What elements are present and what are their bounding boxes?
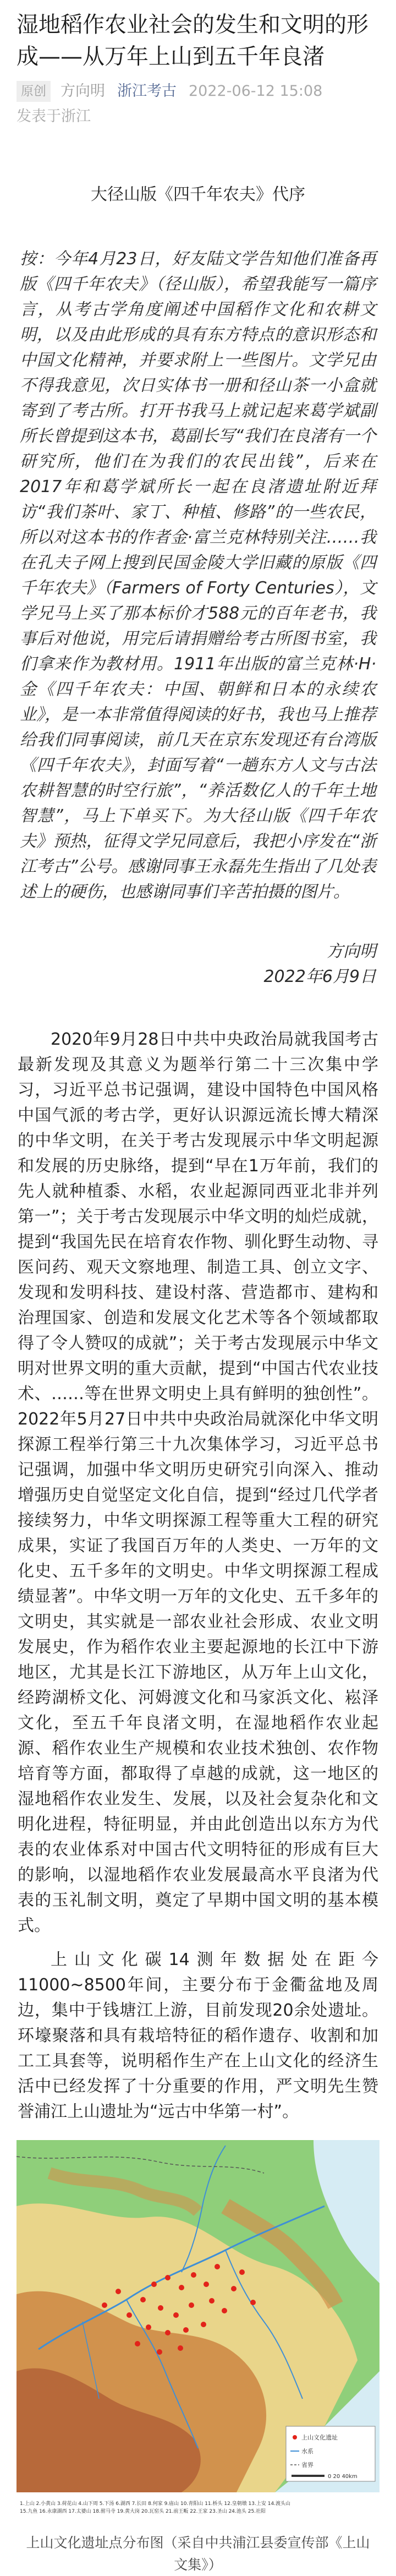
- preface-heading: 大径山版《四千年农夫》代序: [91, 185, 305, 204]
- site-marker[interactable]: [157, 2349, 162, 2355]
- scale-label: 0 20 40km: [328, 2474, 358, 2480]
- site-marker[interactable]: [102, 2302, 107, 2308]
- map-graphic: [16, 2140, 380, 2520]
- site-marker[interactable]: [173, 2312, 179, 2318]
- account-link[interactable]: 浙江考古: [117, 83, 177, 100]
- site-marker[interactable]: [191, 2272, 196, 2278]
- legend-water-label: 水系: [301, 2448, 314, 2455]
- site-marker[interactable]: [158, 2305, 163, 2311]
- site-marker[interactable]: [165, 2330, 170, 2335]
- site-list-line-1: 1.上山 2.小黄山 3.荷花山 4.山下周 5.下汤 6.湖西 7.长田 8.何家 9.庙山 10.青阳山 11.桥头 12.皇朝墩 13.上安 14.渡头山: [20, 2501, 291, 2507]
- site-marker[interactable]: [250, 2300, 256, 2305]
- site-marker[interactable]: [135, 2341, 140, 2346]
- site-marker[interactable]: [146, 2324, 151, 2330]
- author-name: 方向明: [61, 83, 105, 100]
- publish-date: 2022-06-12 15:08: [189, 83, 323, 100]
- site-marker[interactable]: [179, 2285, 184, 2290]
- body-paragraph-1: 2020年9月28日中共中央政治局就我国考古最新发现及其意义为题举行第二十三次集中学习，习近平总书记强调，建设中国特色中国风格中国气派的考古学，更好认识源远流长博大精深的中华文明，在关于考古发现展示中华文明起源和发展的历史脉络，提到“早在1万年前，我们的先人就种植黍、水稻，农业起源同西亚北非并列第一”；关于考古发现展示中华文明的灿烂成就，提到“我国先民在培育农作物、驯化野生动物、寻医问药、观天文察地理、制造工具、创立文字、发现和发明科技、建设村落、营造都市、建构和治理国家、创造和发展文化艺术等各个领域都取得了令人赞叹的成就”；关于考古发现展示中华文明对世界文明的重大贡献，提到“中国古代农业技术、……等在世界文明史上具有鲜明的独创性”。2022年5月27日中共中央政治局就深化中华文明探源工程举行第三十九次集体学习，习近平总书记强调，加强中华文明历史研究引向深入、推动增强历史自觉坚定文化自信，提到“经过几代学者接续努力，中华文明探源工程等重大工程的研究成果，实证了我国百万年的人类史、一万年的文化史、五千多年的文明史。中华文明探源工程成绩显著”。中华文明一万年的文化史、五千多年的文明史，其实就是一部农业社会形成、农业文明发展史，作为稻作农业主要起源地的长江中下游地区，尤其是长江下游地区，从万年上山文化，经跨湖桥文化、河姆渡文化和马家浜文化、崧泽文化，至五千年良渚文明，在湿地稻作农业起源、稻作农业生产规模和农业技术独创、农作物培育等方面，都取得了卓越的成就，这一地区的湿地稻作农业发生、发展，以及社会复杂化和文明化进程，特征明显，并由此创造出以东方为代表的农业体系对中国古代文明特征的形成有巨大的影响，以湿地稻作农业发展最高水平良渚为代表的玉礼制文明，奠定了早期中国文明的基本模式。: [18, 1030, 378, 1935]
- body-paragraph-2: 上山文化碳14测年数据处在距今11000~8500年间，主要分布于金衢盆地及周边，集中于钱塘江上游，目前发现20余处遗址。环壕聚落和具有栽培特征的稻作遗存、收割和加工工具套等，说明稻作生产在上山文化的经济生活中已经发挥了十分重要的作用，严文明先生赞誉浦江上山遗址为“远古中华第一村”。: [18, 1950, 378, 2121]
- site-marker[interactable]: [165, 2275, 170, 2280]
- site-marker[interactable]: [183, 2327, 189, 2333]
- site-marker[interactable]: [231, 2286, 237, 2291]
- article-header: [0, 0, 396, 128]
- preface-signature-date: 2022年6月9日: [263, 967, 376, 986]
- spacer: [0, 1939, 396, 1947]
- map-caption: 上山文化遗址点分布图（采自中共浦江县委宣传部《上山文集》）: [26, 2535, 370, 2573]
- site-marker[interactable]: [140, 2297, 146, 2302]
- site-distribution-map[interactable]: [16, 2140, 380, 2520]
- legend-site-symbol: [293, 2435, 297, 2439]
- spacer: [0, 990, 396, 1027]
- legend-site-label: 上山文化遗址: [301, 2434, 338, 2441]
- site-marker[interactable]: [201, 2322, 206, 2327]
- preface-signature-name: 方向明: [327, 942, 376, 961]
- site-marker[interactable]: [204, 2282, 209, 2287]
- site-marker[interactable]: [189, 2302, 194, 2308]
- scale-bar: [292, 2475, 324, 2477]
- site-marker[interactable]: [178, 2345, 183, 2351]
- site-marker[interactable]: [209, 2298, 215, 2304]
- site-marker[interactable]: [215, 2264, 220, 2269]
- site-list: [20, 2500, 376, 2515]
- site-list-line-2: 15.九鱼 16.永康湖西 17.太婆山 18.驸马寺 19.黄大岗 20.瓦窑头 21.前王畈 22.王家 23.圣山 24.池头 25.社阳: [20, 2509, 266, 2514]
- site-marker[interactable]: [127, 2312, 132, 2318]
- site-marker[interactable]: [151, 2282, 157, 2287]
- article-title: 湿地稻作农业社会的发生和文明的形成——从万年上山到五千年良渚: [16, 12, 369, 69]
- site-marker[interactable]: [116, 2289, 121, 2294]
- article-meta: [16, 80, 380, 102]
- site-marker[interactable]: [239, 2269, 245, 2275]
- site-marker[interactable]: [222, 2308, 227, 2313]
- legend-boundary-label: 省界: [301, 2462, 314, 2469]
- original-badge: 原创: [16, 81, 51, 102]
- preface-text: 按：今年4月23日，好友陆文学告知他们准备再版《四千年农夫》（径山版），希望我能写一篇序言，从考古学角度阐述中国稻作文化和农耕文明，以及由此形成的具有东方特点的意识形态和中国文化精神，并要求附上一些图片。文学兄由不得我意见，次日实体书一册和径山茶一小盒就寄到了考古所。打开书我马上就记起来葛学斌副所长曾提到这本书，葛副长写“我们在良渚有一个研究所，他们在为我们的农民出钱”，后来在2017年和葛学斌所长一起在良渚遗址附近拜访“我们茶叶、家丁、种植、修路”的一些农民，所以对这本书的作者金·富兰克林特别关注……我在孔夫子网上搜到民国金陵大学旧藏的原版《四千年农夫》（Farmers of Forty Centuries），文学兄马上买了那本标价才588元的百年老书，我事后对他说，用完后请捐赠给考古所图书室，我们拿来作为教材用。1911年出版的富兰克林·H·金《四千年农夫：中国、朝鲜和日本的永续农业》，是一本非常值得阅读的好书，我也马上推荐给我们同事阅读，前几天在京东发现还有台湾版《四千年农夫》，封面写着“一趟东方人文与古法农耕智慧的时空行旅”，“养活数亿人的千年土地智慧”，马上下单买下。为大径山版《四千年农夫》预热，征得文学兄同意后，我把小序发在“浙江考古”公号。感谢同事王永磊先生指出了几处表述上的硬伤，也感谢同事们辛苦拍摄的图片。: [20, 249, 376, 902]
- publish-location: 发表于浙江: [16, 108, 91, 125]
